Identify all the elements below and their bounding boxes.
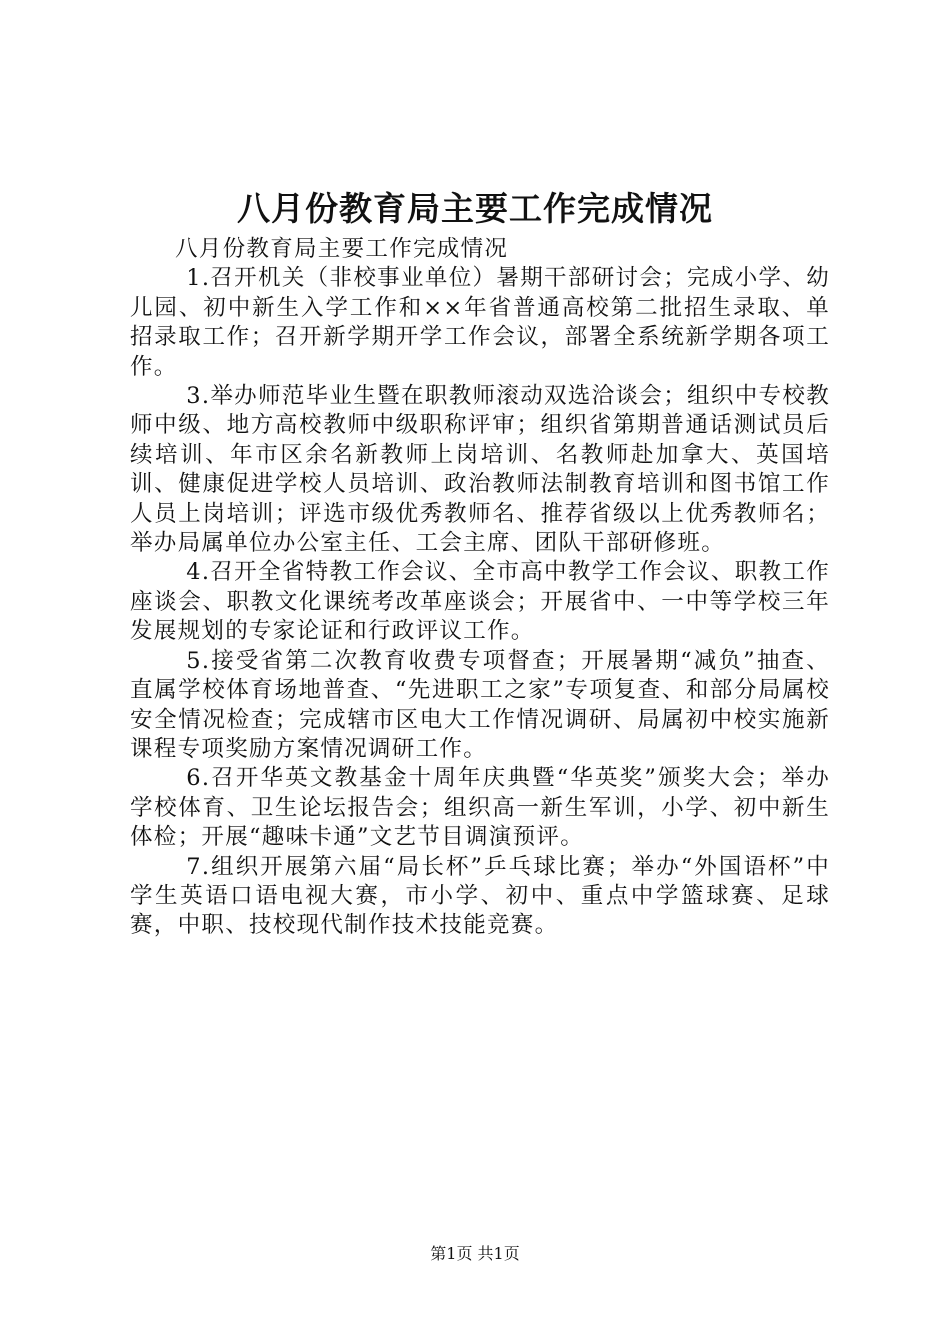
document-body <box>130 235 830 941</box>
paragraph-item-3: 3.举办师范毕业生暨在职教师滚动双选洽谈会；组织中专校教师中级、地方高校教师中级职称评审；组织省第期普通话测试员后续培训、年市区余名新教师上岗培训、名教师赴加拿大、英国培训、健康促进学校人员培训、政治教师法制教育培训和图书馆工作人员上岗培训；评选市级优秀教师名、推荐省级以上优秀教师名；举办局属单位办公室主任、工会主席、团队干部研修班。 <box>130 383 830 557</box>
paragraph-item-1: 1.召开机关（非校事业单位）暑期干部研讨会；完成小学、幼儿园、初中新生入学工作和××年省普通高校第二批招生录取、单招录取工作；召开新学期开学工作会议，部署全系统新学期各项工作。 <box>130 265 830 380</box>
paragraph-item-5: 5.接受省第二次教育收费专项督查；开展暑期“减负”抽查、直属学校体育场地普查、“先进职工之家”专项复查、和部分局属校安全情况检查；完成辖市区电大工作情况调研、局属初中校实施新课程专项奖励方案情况调研工作。 <box>130 647 830 762</box>
paragraph-item-4: 4.召开全省特教工作会议、全市高中教学工作会议、职教工作座谈会、职教文化课统考改革座谈会；开展省中、一中等学校三年发展规划的专家论证和行政评议工作。 <box>130 559 830 645</box>
paragraph-item-7: 7.组织开展第六届“局长杯”乒乓球比赛；举办“外国语杯”中学生英语口语电视大赛，市小学、初中、重点中学篮球赛、足球赛，中职、技校现代制作技术技能竞赛。 <box>130 853 830 939</box>
document-title: 八月份教育局主要工作完成情况 <box>237 189 713 228</box>
paragraph-item-6: 6.召开华英文教基金十周年庆典暨“华英奖”颁奖大会；举办学校体育、卫生论坛报告会；组织高一新生军训，小学、初中新生体检；开展“趣味卡通”文艺节目调演预评。 <box>130 765 830 851</box>
document-subtitle: 八月份教育局主要工作完成情况 <box>175 236 509 262</box>
page-footer: 第1页 共1页 <box>430 1244 520 1263</box>
